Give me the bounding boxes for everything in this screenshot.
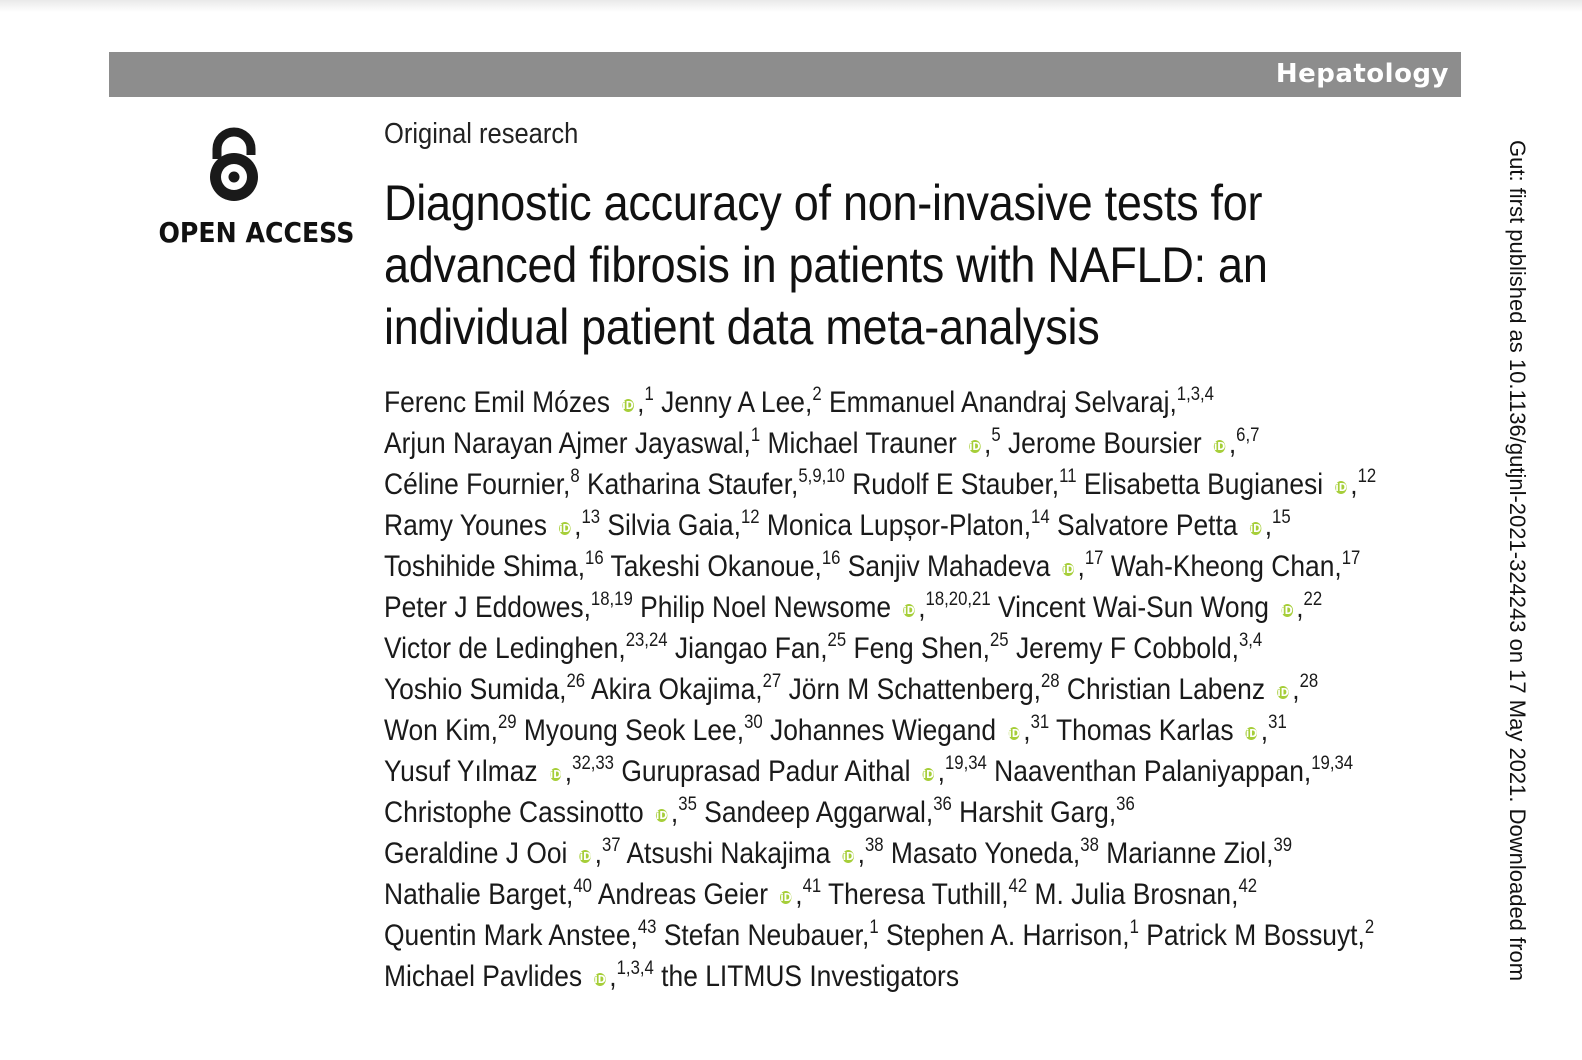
orcid-icon[interactable]: iD [780, 891, 792, 904]
affiliation-marker: 19,34 [944, 753, 987, 774]
affiliation-marker: 1 [869, 917, 879, 938]
author-name[interactable]: Thomas Karlas [1056, 714, 1234, 747]
orcid-icon[interactable]: iD [1249, 522, 1262, 535]
author-name[interactable]: Monica Lupșor-Platon [766, 509, 1024, 542]
affiliation-marker: 12 [740, 507, 760, 528]
author-name[interactable]: Stephen A. Harrison [885, 919, 1123, 952]
author-name[interactable]: Wah-Kheong Chan [1110, 550, 1335, 583]
affiliation-marker: 8 [570, 466, 580, 487]
affiliation-marker: 28 [1040, 671, 1060, 692]
affiliation-marker: 12 [1357, 466, 1377, 487]
open-access-label: OPEN ACCESS [158, 216, 355, 249]
title-line: advanced fibrosis in patients with NAFLD: an [384, 237, 1268, 293]
author-name[interactable]: Harshit Garg [959, 796, 1109, 829]
affiliation-marker: 5,9,10 [798, 466, 845, 487]
author-name[interactable]: Theresa Tuthill [828, 878, 1002, 911]
author-name[interactable]: Salvatore Petta [1056, 509, 1238, 542]
affiliation-marker: 42 [1008, 876, 1028, 897]
author-line: Ferenc Emil Mózes iD ,$^1$ Jenny A Lee,$^2$ Emmanuel Anandraj Selvaraj,$^{1,3,4}$ [384, 384, 1214, 419]
affiliation-marker: 16 [821, 548, 841, 569]
author-name[interactable]: Vincent Wai-Sun Wong [997, 591, 1269, 624]
author-name[interactable]: Won Kim [384, 714, 491, 747]
article-type: Original research [384, 118, 579, 150]
affiliation-marker: 1,3,4 [616, 958, 654, 979]
author-name[interactable]: Toshihide Shima [384, 550, 578, 583]
author-name[interactable]: Michael Pavlides [384, 960, 583, 993]
author-name[interactable]: Geraldine J Ooi [384, 837, 568, 870]
affiliation-marker: 38 [864, 835, 884, 856]
author-name[interactable]: Atsushi Nakajima [626, 837, 831, 870]
author-name[interactable]: Nathalie Barget [384, 878, 566, 911]
author-name[interactable]: Christophe Cassinotto [384, 796, 644, 829]
orcid-icon[interactable]: iD [903, 604, 915, 617]
affiliation-marker: 11 [1059, 466, 1077, 487]
orcid-icon[interactable]: iD [922, 768, 935, 781]
affiliation-marker: 35 [678, 794, 697, 815]
author-name[interactable]: Emmanuel Anandraj Selvaraj [828, 386, 1170, 419]
author-name[interactable]: Takeshi Okanoue [610, 550, 815, 583]
affiliation-marker: 17 [1084, 548, 1104, 569]
author-line: Victor de Ledinghen,$^{23,24}$ Jiangao Fan,$^{25}$ Feng Shen,$^{25}$ Jeremy F Cobbold,$^{3,4}$ [384, 630, 1263, 665]
author-name[interactable]: Silvia Gaia [607, 509, 734, 542]
author-name[interactable]: Ferenc Emil Mózes [384, 386, 610, 419]
orcid-icon[interactable]: iD [1281, 604, 1293, 617]
orcid-icon[interactable]: iD [579, 850, 592, 863]
orcid-icon[interactable]: iD [559, 522, 571, 535]
affiliation-marker: 43 [637, 917, 657, 938]
author-name[interactable]: Victor de Ledinghen [384, 632, 619, 665]
author-line: Won Kim,$^{29}$ Myoung Seok Lee,$^{30}$ Johannes Wiegand iD ,$^{31}$ Thomas Karlas iD ,$^{31}$ [384, 712, 1287, 747]
orcid-icon[interactable]: iD [1245, 727, 1258, 740]
author-line: Michael Pavlides iD ,$^{1,3,4}$ the LITMUS Investigators [384, 958, 960, 993]
affiliation-marker: 36 [1116, 794, 1135, 815]
author-line: Quentin Mark Anstee,$^{43}$ Stefan Neubauer,$^1$ Stephen A. Harrison,$^1$ Patrick M Bossuyt,$^2$ [384, 917, 1375, 952]
affiliation-marker: 1 [750, 425, 761, 446]
author-name[interactable]: Philip Noel Newsome [640, 591, 892, 624]
open-access-lock-icon [195, 125, 273, 203]
orcid-icon[interactable]: iD [1213, 440, 1226, 453]
author-name[interactable]: Sanjiv Mahadeva [847, 550, 1051, 583]
section-label: Hepatology [1275, 59, 1449, 89]
author-line: Peter J Eddowes,$^{18,19}$ Philip Noel Newsome iD ,$^{18,20,21}$ Vincent Wai-Sun Wong iD ,$^{22}$ [384, 589, 1323, 624]
affiliation-marker: 27 [762, 671, 782, 692]
author-name[interactable]: Christian Labenz [1066, 673, 1266, 706]
author-name[interactable]: Marianne Ziol [1106, 837, 1267, 870]
author-name[interactable]: Jörn M Schattenberg [788, 673, 1034, 706]
affiliation-marker: 25 [990, 630, 1009, 651]
affiliation-marker: 13 [581, 507, 601, 528]
orcid-icon[interactable]: iD [969, 440, 981, 453]
author-name[interactable]: Ramy Younes [384, 509, 547, 542]
author-name[interactable]: Jiangao Fan [674, 632, 821, 665]
affiliation-marker: 6,7 [1236, 425, 1260, 446]
author-name[interactable]: Andreas Geier [597, 878, 769, 911]
article-title [384, 172, 1444, 358]
author-name[interactable]: Quentin Mark Anstee [384, 919, 631, 952]
affiliation-marker: 42 [1238, 876, 1258, 897]
author-list [384, 382, 1484, 997]
orcid-icon[interactable]: iD [1335, 481, 1347, 494]
orcid-icon[interactable]: iD [1277, 686, 1289, 699]
author-name[interactable]: Guruprasad Padur Aithal [621, 755, 911, 788]
author-name[interactable]: Akira Okajima [590, 673, 756, 706]
affiliation-marker: 3,4 [1238, 630, 1263, 651]
author-name[interactable]: Arjun Narayan Ajmer Jayaswal [384, 427, 744, 460]
affiliation-marker: 36 [933, 794, 952, 815]
affiliation-marker: 37 [601, 835, 621, 856]
author-name[interactable]: the LITMUS Investigators [661, 960, 960, 993]
author-name[interactable]: M. Julia Brosnan [1034, 878, 1232, 911]
author-name[interactable]: Rudolf E Stauber [852, 468, 1052, 501]
author-name[interactable]: Katharina Staufer [587, 468, 792, 501]
author-name[interactable]: Michael Trauner [767, 427, 957, 460]
affiliation-marker: 32,33 [572, 753, 614, 774]
orcid-icon[interactable]: iD [622, 399, 634, 412]
affiliation-marker: 25 [827, 630, 847, 651]
affiliation-marker: 28 [1299, 671, 1319, 692]
author-line: Yusuf Yılmaz iD ,$^{32,33}$ Guruprasad Padur Aithal iD ,$^{19,34}$ Naaventhan Palaniyappan,$^{19,34}$ [384, 753, 1354, 788]
affiliation-marker: 1,3,4 [1176, 384, 1214, 405]
affiliation-marker: 31 [1268, 712, 1287, 733]
top-edge-shadow [0, 0, 1582, 12]
affiliation-marker: 41 [802, 876, 822, 897]
affiliation-marker: 38 [1080, 835, 1099, 856]
affiliation-marker: 1 [1129, 917, 1139, 938]
orcid-icon[interactable]: iD [1008, 727, 1020, 740]
affiliation-marker: 17 [1341, 548, 1361, 569]
affiliation-marker: 29 [497, 712, 517, 733]
author-name[interactable]: Feng Shen [853, 632, 983, 665]
author-name[interactable]: Elisabetta Bugianesi [1083, 468, 1324, 501]
author-name[interactable]: Peter J Eddowes [384, 591, 584, 624]
affiliation-marker: 26 [566, 671, 586, 692]
author-name[interactable]: Céline Fournier [384, 468, 564, 501]
download-notice: Gut: first published as 10.1136/gutjnl-2021-324243 on 17 May 2021. Downloaded from [1505, 140, 1530, 982]
affiliation-marker: 5 [991, 425, 1001, 446]
author-line: Christophe Cassinotto iD ,$^{35}$ Sandeep Aggarwal,$^{36}$ Harshit Garg,$^{36}$ [384, 794, 1135, 829]
affiliation-marker: 22 [1303, 589, 1323, 610]
author-line: Yoshio Sumida,$^{26}$ Akira Okajima,$^{27}$ Jörn M Schattenberg,$^{28}$ Christian Labenz iD ,$^{28}$ [384, 671, 1319, 706]
title-line: Diagnostic accuracy of non-invasive tests for [384, 175, 1263, 231]
affiliation-marker: 2 [1364, 917, 1375, 938]
author-name[interactable]: Myoung Seok Lee [523, 714, 737, 747]
orcid-icon[interactable]: iD [656, 809, 668, 822]
affiliation-marker: 18,19 [590, 589, 633, 610]
orcid-icon[interactable]: iD [549, 768, 562, 781]
orcid-icon[interactable]: iD [594, 973, 606, 986]
affiliation-marker: 40 [573, 876, 592, 897]
affiliation-marker: 14 [1031, 507, 1050, 528]
author-line: Céline Fournier,$^8$ Katharina Staufer,$^{5,9,10}$ Rudolf E Stauber,$^{11}$ Elisabetta Bugianesi iD ,$^{12}$ [384, 466, 1377, 501]
affiliation-marker: 30 [744, 712, 763, 733]
author-name[interactable]: Jenny A Lee [661, 386, 805, 419]
author-name[interactable]: Sandeep Aggarwal [704, 796, 926, 829]
author-line: Arjun Narayan Ajmer Jayaswal,$^1$ Michael Trauner iD ,$^5$ Jerome Boursier iD ,$^{6,7}$ [384, 425, 1260, 460]
affiliation-marker: 2 [812, 384, 822, 405]
affiliation-marker: 39 [1273, 835, 1293, 856]
orcid-icon[interactable]: iD [1062, 563, 1075, 576]
author-line: Nathalie Barget,$^{40}$ Andreas Geier iD ,$^{41}$ Theresa Tuthill,$^{42}$ M. Julia Brosnan,$^{42}$ [384, 876, 1258, 911]
affiliation-marker: 16 [585, 548, 604, 569]
author-name[interactable]: Patrick M Bossuyt [1146, 919, 1358, 952]
affiliation-marker: 1 [644, 384, 654, 405]
section-header-bar [109, 52, 1461, 97]
affiliation-marker: 23,24 [625, 630, 668, 651]
author-name[interactable]: Yoshio Sumida [384, 673, 560, 706]
author-line: Ramy Younes iD ,$^{13}$ Silvia Gaia,$^{12}$ Monica Lupșor-Platon,$^{14}$ Salvatore Petta iD ,$^{15}$ [384, 507, 1291, 542]
author-line: Toshihide Shima,$^{16}$ Takeshi Okanoue,$^{16}$ Sanjiv Mahadeva iD ,$^{17}$ Wah-Kheong Chan,$^{17}$ [384, 548, 1361, 583]
author-name[interactable]: Masato Yoneda [890, 837, 1073, 870]
author-name[interactable]: Yusuf Yılmaz [384, 755, 538, 788]
author-name[interactable]: Johannes Wiegand [770, 714, 997, 747]
affiliation-marker: 18,20,21 [925, 589, 991, 610]
author-line: Geraldine J Ooi iD ,$^{37}$ Atsushi Nakajima iD ,$^{38}$ Masato Yoneda,$^{38}$ Marianne Ziol,$^{39}$ [384, 835, 1293, 870]
author-name[interactable]: Naaventhan Palaniyappan [994, 755, 1304, 788]
orcid-icon[interactable]: iD [842, 850, 855, 863]
affiliation-marker: 31 [1030, 712, 1050, 733]
affiliation-marker: 15 [1272, 507, 1291, 528]
affiliation-marker: 19,34 [1311, 753, 1354, 774]
author-name[interactable]: Jeremy F Cobbold [1015, 632, 1232, 665]
author-name[interactable]: Stefan Neubauer [663, 919, 862, 952]
author-name[interactable]: Jerome Boursier [1007, 427, 1202, 460]
title-line: individual patient data meta-analysis [384, 299, 1100, 355]
